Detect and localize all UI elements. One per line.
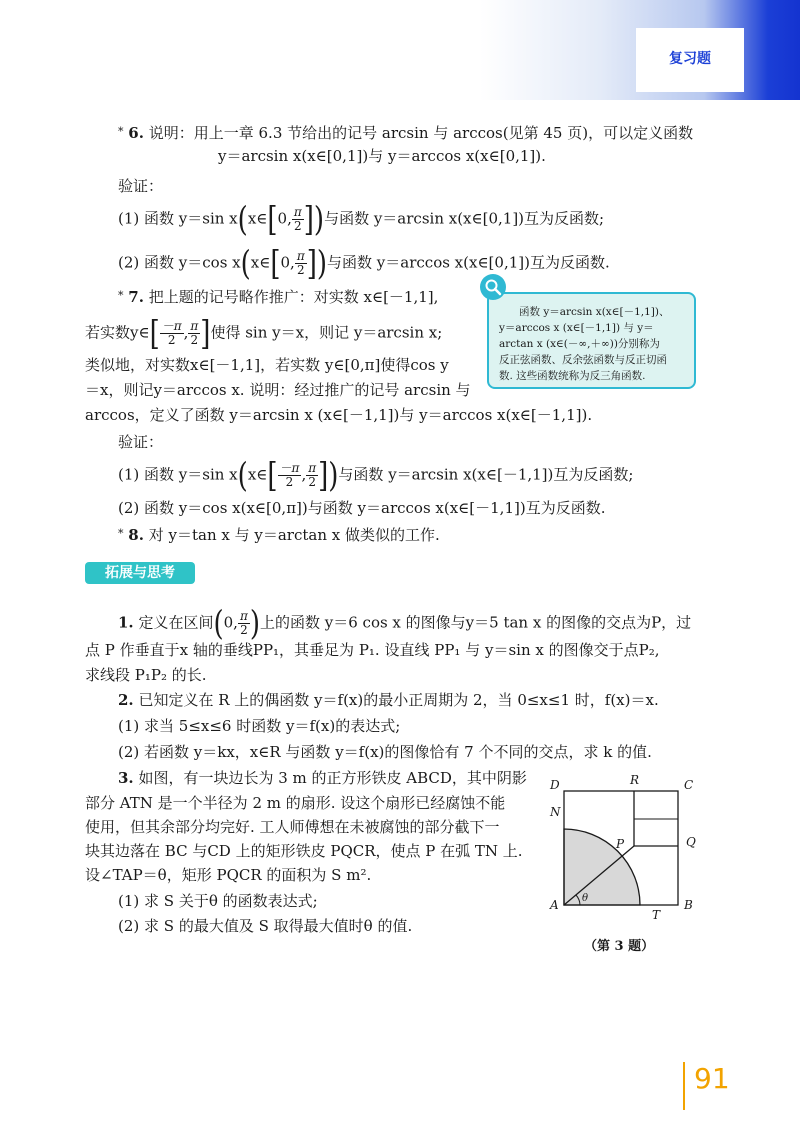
- chapter-header-title: 复习题: [669, 51, 711, 67]
- verify-text: (2) 函数 y＝cos x: [118, 253, 241, 272]
- note-line: y＝arccos x (x∈[－1,1]) 与 y＝: [499, 322, 654, 334]
- extension-q3-sub-2: (2) 求 S 的最大值及 S 取得最大值时θ 的值.: [118, 917, 413, 935]
- note-line: 数. 这些函数统称为反三角函数.: [499, 370, 646, 382]
- note-line: arctan x (x∈(－∞,＋∞))分别称为: [499, 338, 660, 350]
- numerator: π: [296, 249, 305, 263]
- label-d: D: [550, 778, 560, 792]
- interval-text: x∈: [247, 209, 268, 228]
- label-r: R: [630, 773, 640, 787]
- extension-q1-line-2: 点 P 作垂直于x 轴的垂线PP₁，其垂足为 P₁. 设直线 PP₁ 与 y＝sin x 的图像交于点P₂,: [85, 641, 660, 659]
- problem-text: 对 y＝tan x 与 y＝arctan x 做类似的工作.: [148, 526, 440, 544]
- paren: (: [237, 456, 248, 495]
- problem-8: [118, 524, 440, 545]
- label-t: T: [652, 908, 661, 920]
- label-theta: θ: [582, 893, 589, 904]
- problem-number: 3.: [118, 769, 134, 787]
- extension-q3-line-1: [118, 768, 527, 788]
- extension-q3-line-5: 设∠TAP＝θ，矩形 PQCR 的面积为 S m².: [85, 866, 372, 884]
- problem-text: 定义在区间: [138, 613, 214, 632]
- problem-6-line-1: [118, 122, 693, 143]
- label-n: N: [550, 805, 561, 819]
- denominator: 2: [240, 623, 248, 637]
- problem-text: 把上题的记号略作推广：对实数 x∈[－1,1],: [148, 288, 439, 306]
- bracket: [: [267, 200, 278, 239]
- optional-star: *: [118, 125, 124, 138]
- extension-q3-line-2: 部分 ATN 是一个半径为 2 m 的扇形. 设这个扇形已经腐蚀不能: [85, 794, 506, 812]
- problem-number: 1.: [118, 613, 134, 632]
- extension-q2-sub-2: (2) 若函数 y＝kx，x∈R 与函数 y＝f(x)的图像恰有 7 个不同的交点，求 k 的值.: [118, 743, 652, 761]
- problem-text: 上的函数 y＝6 cos x 的图像与y＝5 tan x 的图像的交点为P，过: [259, 613, 692, 632]
- label-p: P: [616, 837, 625, 851]
- page-number: 91: [694, 1062, 730, 1095]
- problem-text: 如图，有一块边长为 3 m 的正方形铁皮 ABCD，其中阴影: [138, 769, 527, 787]
- fraction-neg-pi-over-2: [278, 462, 302, 489]
- denominator: 2: [308, 475, 316, 489]
- paren: (: [237, 200, 248, 239]
- problem-7-line-1: [118, 286, 438, 307]
- paren: ): [313, 200, 325, 239]
- problem-6-verify-2: [118, 244, 610, 283]
- denominator: 2: [285, 475, 294, 489]
- problem-6-verify: 验证：: [118, 177, 164, 195]
- verify-text: (1) 函数 y＝sin x: [118, 209, 238, 228]
- problem-6-line-2: y＝arcsin x(x∈[0,1])与 y＝arccos x(x∈[0,1]).: [218, 147, 546, 165]
- problem-number: 6.: [128, 124, 144, 142]
- problem-number: 8.: [128, 526, 144, 544]
- label-q: Q: [686, 835, 696, 849]
- interval-text: x∈: [247, 465, 268, 484]
- problem-6-verify-1: [118, 200, 605, 239]
- problem-number: 7.: [128, 288, 144, 306]
- verify-text: 与函数 y＝arcsin x(x∈[－1,1])互为反函数;: [338, 465, 634, 484]
- bracket: ]: [318, 456, 329, 495]
- problem-text: 若实数y∈: [85, 323, 150, 342]
- numerator: －π: [161, 319, 182, 333]
- problem-text: 使得 sin y＝x，则记 y＝arcsin x;: [210, 323, 443, 342]
- paren: ): [328, 456, 339, 495]
- bracket: [: [267, 456, 278, 495]
- label-a: A: [550, 898, 559, 912]
- numerator: π: [293, 205, 302, 219]
- extension-q3-sub-1: (1) 求 S 关于θ 的函数表达式;: [118, 892, 318, 910]
- extension-q3-line-3: 使用，但其余部分均完好. 工人师傅想在未被腐蚀的部分截下一: [85, 818, 500, 836]
- bracket: [: [270, 244, 281, 283]
- page-number-bar: [683, 1062, 685, 1110]
- note-line: 反正弦函数、反余弦函数与反正切函: [499, 354, 667, 366]
- magnifier-icon: [480, 274, 506, 300]
- problem-7-verify-2: (2) 函数 y＝cos x(x∈[0,π])与函数 y＝arccos x(x∈[－1,1])互为反函数.: [118, 499, 606, 517]
- denominator: 2: [293, 219, 302, 233]
- numerator: π: [239, 609, 248, 623]
- problem-text: 已知定义在 R 上的偶函数 y＝f(x)的最小正周期为 2，当 0≤x≤1 时，f(x)＝x.: [138, 691, 659, 709]
- problem-3-figure: [544, 770, 714, 920]
- verify-text: 与函数 y＝arcsin x(x∈[0,1])互为反函数;: [324, 209, 605, 228]
- label-c: C: [684, 778, 694, 792]
- denominator: 2: [190, 333, 199, 347]
- extension-q1-line-3: 求线段 P₁P₂ 的长.: [85, 666, 207, 684]
- optional-star: *: [118, 289, 124, 302]
- note-line: 函数 y＝arcsin x(x∈[－1,1])、: [519, 306, 670, 318]
- fraction-pi-over-2: [306, 462, 318, 489]
- denominator: 2: [296, 263, 305, 277]
- bracket: ]: [200, 314, 211, 353]
- numerator: π: [190, 319, 199, 333]
- optional-star: *: [118, 527, 124, 540]
- label-b: B: [684, 898, 693, 912]
- problem-number: 2.: [118, 691, 134, 709]
- problem-text: 说明：用上一章 6.3 节给出的记号 arcsin 与 arccos(见第 45 页)，可以定义函数: [148, 124, 694, 142]
- interval-text: 0,: [280, 253, 295, 272]
- interval-text: x∈: [250, 253, 271, 272]
- paren: (: [213, 604, 224, 643]
- bracket: ]: [306, 244, 317, 283]
- denominator: 2: [167, 333, 176, 347]
- paren: (: [240, 244, 251, 283]
- shaded-sector: [564, 829, 640, 905]
- fraction-pi-over-2: [295, 250, 307, 277]
- problem-7-line-3: 类似地，对实数x∈[－1,1]，若实数 y∈[0,π]使得cos y: [85, 356, 449, 374]
- fraction-pi-over-2: [292, 206, 304, 233]
- extension-q3-line-4: 块其边落在 BC 与CD 上的矩形铁皮 PQCR，使点 P 在弧 TN 上.: [85, 842, 523, 860]
- verify-text: 与函数 y＝arccos x(x∈[0,1])互为反函数.: [327, 253, 610, 272]
- verify-text: (1) 函数 y＝sin x: [118, 465, 238, 484]
- section-label-extension: 拓展与思考: [85, 562, 195, 584]
- fraction-neg-pi-over-2: [160, 320, 184, 347]
- extension-q1-line-1: 1. 定义在区间(0, $\frac{\pi}{2}$ )上的函数 y＝6 cos x 的图像与y＝5 tan x 的图像的交点为P，过: [118, 604, 692, 643]
- problem-7-line-5: arccos，定义了函数 y＝arcsin x (x∈[－1,1])与 y＝arccos x(x∈[－1,1]).: [85, 406, 593, 424]
- numerator: π: [308, 461, 317, 475]
- extension-q2-line-1: [118, 690, 659, 710]
- numerator: －π: [279, 461, 300, 475]
- paren: ): [249, 604, 260, 643]
- bracket: [: [149, 314, 160, 353]
- problem-7-line-4: ＝x，则记y＝arccos x. 说明：经过推广的记号 arcsin 与: [85, 381, 471, 399]
- paren: ): [316, 244, 328, 283]
- extension-q2-sub-1: (1) 求当 5≤x≤6 时函数 y＝f(x)的表达式;: [118, 717, 401, 735]
- problem-7-verify: 验证：: [118, 433, 164, 451]
- figure-caption: （第 3 题）: [584, 939, 655, 954]
- problem-7-line-2: 若实数y∈[ $\frac{-\pi}{2}$ , $\frac{\pi}{2}$ ]使得 sin y＝x，则记 y＝arcsin x;: [85, 314, 443, 353]
- side-note-box: [487, 292, 696, 389]
- fraction-pi-over-2: [238, 610, 250, 637]
- bracket: ]: [303, 200, 314, 239]
- problem-7-verify-1: (1) 函数 y＝sin x(x∈[ $\frac{-\pi}{2}$ , $\frac{\pi}{2}$ ])与函数 y＝arcsin x(x∈[－1,1])互为反函数;: [118, 456, 634, 495]
- fraction-pi-over-2: [188, 320, 200, 347]
- interval-text: 0,: [277, 209, 292, 228]
